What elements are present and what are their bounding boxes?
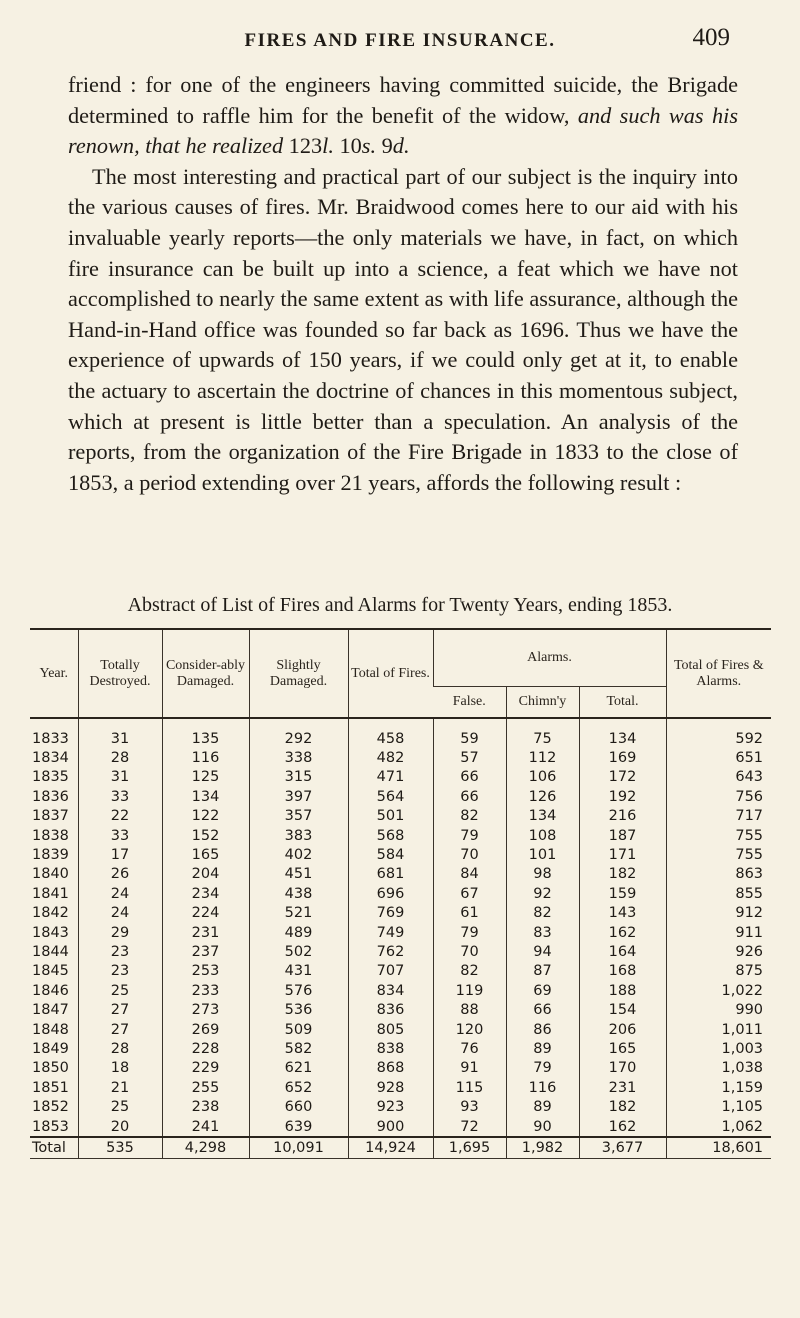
- table-cell: 70: [433, 845, 506, 864]
- table-cell: 1837: [32, 808, 69, 825]
- table-cell: 315: [249, 768, 348, 787]
- table-cell: 119: [433, 981, 506, 1000]
- table-cell: 91: [433, 1059, 506, 1078]
- fires-alarms-table: [30, 628, 771, 1159]
- table-cell: 61: [433, 904, 506, 923]
- table-cell: 911: [666, 923, 771, 942]
- table-row: [30, 807, 771, 826]
- table-cell: 93: [433, 1097, 506, 1116]
- table-cell: 28: [78, 1039, 162, 1058]
- table-cell: 900: [348, 1117, 433, 1137]
- table-cell: 1,011: [666, 1020, 771, 1039]
- table-cell: 94: [506, 942, 579, 961]
- header-chimney: Chimn'y: [506, 687, 579, 719]
- table-cell: 660: [249, 1097, 348, 1116]
- table-cell: 482: [348, 748, 433, 767]
- table-cell: 762: [348, 942, 433, 961]
- table-cell: 79: [506, 1059, 579, 1078]
- table-row: [30, 826, 771, 845]
- table-cell: 875: [666, 962, 771, 981]
- table-row: [30, 962, 771, 981]
- table-cell: 69: [506, 981, 579, 1000]
- table-cell: 82: [506, 904, 579, 923]
- table-cell: 229: [162, 1059, 249, 1078]
- header-total-fires: Total of Fires.: [348, 629, 433, 718]
- table-cell: 584: [348, 845, 433, 864]
- table-cell: 66: [433, 787, 506, 806]
- table-cell: 238: [162, 1097, 249, 1116]
- table-cell: 172: [579, 768, 666, 787]
- table-cell: 471: [348, 768, 433, 787]
- table-cell: 24: [78, 904, 162, 923]
- table-cell: 66: [506, 1000, 579, 1019]
- table-cell: 1843: [32, 924, 69, 941]
- table-cell: 17: [78, 845, 162, 864]
- table-cell: 165: [162, 845, 249, 864]
- table-cell: 536: [249, 1000, 348, 1019]
- table-cell: 206: [579, 1020, 666, 1039]
- totals-row: [30, 1137, 771, 1158]
- table-cell: 1851: [32, 1079, 69, 1096]
- table-cell: 755: [666, 845, 771, 864]
- table-cell: 88: [433, 1000, 506, 1019]
- amount-pence: 9: [376, 133, 393, 159]
- table-cell: 651: [666, 748, 771, 767]
- table-cell: 70: [433, 942, 506, 961]
- table-cell: 269: [162, 1020, 249, 1039]
- table-cell: 237: [162, 942, 249, 961]
- table-cell: 696: [348, 884, 433, 903]
- table-row: [30, 1039, 771, 1058]
- table-cell: 438: [249, 884, 348, 903]
- table-cell: 255: [162, 1078, 249, 1097]
- total-cell: 3,677: [579, 1137, 666, 1158]
- table-cell: 134: [162, 787, 249, 806]
- table-row: [30, 787, 771, 806]
- table-cell: 1,038: [666, 1059, 771, 1078]
- table-row: [30, 768, 771, 787]
- table-cell: 1845: [32, 963, 69, 980]
- paragraph-1: [68, 70, 738, 162]
- table-cell: 125: [162, 768, 249, 787]
- table-cell: 769: [348, 904, 433, 923]
- table-cell: 836: [348, 1000, 433, 1019]
- table-cell: 1838: [32, 827, 69, 844]
- table-cell: 27: [78, 1000, 162, 1019]
- table-cell: 576: [249, 981, 348, 1000]
- table-cell: 234: [162, 884, 249, 903]
- table-cell: 29: [78, 923, 162, 942]
- table-cell: 1842: [32, 905, 69, 922]
- table-row: [30, 1097, 771, 1116]
- table-cell: 717: [666, 807, 771, 826]
- table-cell: 273: [162, 1000, 249, 1019]
- header-alarms: Alarms.: [433, 629, 666, 687]
- table-cell: 28: [78, 748, 162, 767]
- table-cell: 1,022: [666, 981, 771, 1000]
- table-cell: 568: [348, 826, 433, 845]
- table-row: [30, 1059, 771, 1078]
- table-cell: 231: [579, 1078, 666, 1097]
- table-row: [30, 923, 771, 942]
- table-cell: 59: [433, 718, 506, 748]
- table-cell: 33: [78, 787, 162, 806]
- table-cell: 1853: [32, 1118, 69, 1135]
- table-cell: 21: [78, 1078, 162, 1097]
- table-cell: 592: [666, 718, 771, 748]
- table-cell: 231: [162, 923, 249, 942]
- table-row: [30, 981, 771, 1000]
- table-cell: 188: [579, 981, 666, 1000]
- unit-shillings: s.: [361, 133, 377, 159]
- header-totally-destroyed: Totally Destroyed.: [78, 629, 162, 718]
- table-cell: 1846: [32, 982, 69, 999]
- table-cell: 25: [78, 1097, 162, 1116]
- table-cell: 402: [249, 845, 348, 864]
- table-cell: 1835: [32, 769, 69, 786]
- table-cell: 120: [433, 1020, 506, 1039]
- paragraph-2: The most interesting and practical part of our subject is the inquiry into the various causes of fires. Mr. Braidwood comes here to our aid with his invaluable yearly reports—the only materials we have, in fact, on which fire insurance can be built up into a science, a feat which we have not accomplished to nearly the same extent as with life assurance, although the Hand-in-Hand office was founded so far back as 1696. Thus we have the experience of upwards of 150 years, if we could only get at it, to enable the actuary to ascertain the doctrine of chances in this momentous subject, which at present is little better than a speculation. An analysis of the reports, from the organization of the Fire Brigade in 1833 to the close of 1853, a period extending over 21 years, affords the following result :: [68, 163, 738, 495]
- running-head: [0, 22, 800, 62]
- table-cell: 87: [506, 962, 579, 981]
- table-cell: 116: [162, 748, 249, 767]
- paragraph-1-text: friend : for one of the engineers having committed suicide, the Brigade determined to raffle him for the benefit of the widow,: [68, 72, 738, 128]
- table-cell: 66: [433, 768, 506, 787]
- table-cell: 112: [506, 748, 579, 767]
- table-cell: 108: [506, 826, 579, 845]
- table-cell: 135: [162, 718, 249, 748]
- table-cell: 216: [579, 807, 666, 826]
- table-cell: 501: [348, 807, 433, 826]
- table-cell: 89: [506, 1039, 579, 1058]
- table-cell: 451: [249, 865, 348, 884]
- table-cell: 72: [433, 1117, 506, 1137]
- table-cell: 90: [506, 1117, 579, 1137]
- table-cell: 990: [666, 1000, 771, 1019]
- table-cell: 228: [162, 1039, 249, 1058]
- table-cell: 643: [666, 768, 771, 787]
- table-cell: 253: [162, 962, 249, 981]
- table-cell: 24: [78, 884, 162, 903]
- table-cell: 1841: [32, 885, 69, 902]
- table-cell: 204: [162, 865, 249, 884]
- header-slightly-damaged: Slightly Damaged.: [249, 629, 348, 718]
- table-row: [30, 884, 771, 903]
- total-cell: 10,091: [249, 1137, 348, 1158]
- header-false: False.: [433, 687, 506, 719]
- table-cell: 1836: [32, 788, 69, 805]
- table-cell: 101: [506, 845, 579, 864]
- table-cell: 171: [579, 845, 666, 864]
- table-cell: 868: [348, 1059, 433, 1078]
- table-cell: 86: [506, 1020, 579, 1039]
- table-row: [30, 865, 771, 884]
- table-row: [30, 942, 771, 961]
- total-cell: 14,924: [348, 1137, 433, 1158]
- total-cell: 4,298: [162, 1137, 249, 1158]
- table-cell: 20: [78, 1117, 162, 1137]
- paragraph-1-italic: and such was his renown, that he realized: [68, 102, 738, 159]
- table-cell: 1839: [32, 847, 69, 864]
- header-year: Year.: [30, 629, 78, 718]
- table-cell: 564: [348, 787, 433, 806]
- table-cell: 1850: [32, 1060, 69, 1077]
- table-cell: 154: [579, 1000, 666, 1019]
- amount-pounds: 123: [283, 133, 323, 159]
- table-row: [30, 904, 771, 923]
- table-cell: 192: [579, 787, 666, 806]
- table-cell: 98: [506, 865, 579, 884]
- table-cell: 397: [249, 787, 348, 806]
- table-cell: 33: [78, 826, 162, 845]
- table-cell: 57: [433, 748, 506, 767]
- table-cell: 134: [579, 718, 666, 748]
- table-cell: 458: [348, 718, 433, 748]
- table-cell: 152: [162, 826, 249, 845]
- table-cell: 159: [579, 884, 666, 903]
- page-number: 409: [692, 24, 730, 51]
- running-title: FIRES AND FIRE INSURANCE.: [244, 30, 556, 51]
- table-cell: 106: [506, 768, 579, 787]
- table-cell: 224: [162, 904, 249, 923]
- table-cell: 926: [666, 942, 771, 961]
- table-cell: 67: [433, 884, 506, 903]
- table-cell: 122: [162, 807, 249, 826]
- table-cell: 521: [249, 904, 348, 923]
- table-cell: 162: [579, 923, 666, 942]
- body-text: [68, 70, 738, 498]
- table-cell: 164: [579, 942, 666, 961]
- table-cell: 92: [506, 884, 579, 903]
- table-cell: 82: [433, 962, 506, 981]
- table-cell: 756: [666, 787, 771, 806]
- table-cell: 79: [433, 826, 506, 845]
- table-row: [30, 718, 771, 748]
- total-cell: 1,695: [433, 1137, 506, 1158]
- table-cell: 755: [666, 826, 771, 845]
- table-cell: 855: [666, 884, 771, 903]
- table-cell: 1847: [32, 1002, 69, 1019]
- table-cell: 170: [579, 1059, 666, 1078]
- table-cell: 1,062: [666, 1117, 771, 1137]
- table-row: [30, 1020, 771, 1039]
- table-cell: 749: [348, 923, 433, 942]
- table-cell: 187: [579, 826, 666, 845]
- table-cell: 22: [78, 807, 162, 826]
- table-cell: 79: [433, 923, 506, 942]
- table-cell: 509: [249, 1020, 348, 1039]
- table-cell: 165: [579, 1039, 666, 1058]
- table-cell: 23: [78, 942, 162, 961]
- table-cell: 143: [579, 904, 666, 923]
- table-cell: 84: [433, 865, 506, 884]
- table-cell: 75: [506, 718, 579, 748]
- table-cell: 1840: [32, 866, 69, 883]
- table-cell: 1,105: [666, 1097, 771, 1116]
- table-cell: 182: [579, 1097, 666, 1116]
- table-cell: 292: [249, 718, 348, 748]
- table-cell: 652: [249, 1078, 348, 1097]
- table-cell: 1844: [32, 943, 69, 960]
- table-cell: 241: [162, 1117, 249, 1137]
- table-cell: 707: [348, 962, 433, 981]
- table-cell: 26: [78, 865, 162, 884]
- table-cell: 23: [78, 962, 162, 981]
- table-cell: 639: [249, 1117, 348, 1137]
- table-cell: 1852: [32, 1099, 69, 1116]
- header-considerably-damaged: Consider-ably Damaged.: [162, 629, 249, 718]
- table-cell: 1833: [32, 730, 69, 747]
- table-row: [30, 1078, 771, 1097]
- table-cell: 621: [249, 1059, 348, 1078]
- table-cell: 338: [249, 748, 348, 767]
- table-cell: 834: [348, 981, 433, 1000]
- table-cell: 928: [348, 1078, 433, 1097]
- table-cell: 31: [78, 718, 162, 748]
- table-caption: Abstract of List of Fires and Alarms for Twenty Years, ending 1853.: [127, 594, 673, 616]
- table-cell: 431: [249, 962, 348, 981]
- table-cell: 82: [433, 807, 506, 826]
- table-cell: 502: [249, 942, 348, 961]
- table-cell: 1,159: [666, 1078, 771, 1097]
- table-cell: 168: [579, 962, 666, 981]
- table-cell: 383: [249, 826, 348, 845]
- table-cell: 838: [348, 1039, 433, 1058]
- table-cell: 233: [162, 981, 249, 1000]
- table-row: [30, 845, 771, 864]
- table-cell: 357: [249, 807, 348, 826]
- table-cell: 1834: [32, 750, 69, 767]
- amount-shillings: 10: [333, 133, 362, 159]
- total-cell: 18,601: [666, 1137, 771, 1158]
- table-body: [30, 718, 771, 1137]
- table-cell: 134: [506, 807, 579, 826]
- table-cell: 1849: [32, 1040, 69, 1057]
- table-cell: 489: [249, 923, 348, 942]
- table-row: [30, 1117, 771, 1137]
- table-cell: 169: [579, 748, 666, 767]
- table-cell: 27: [78, 1020, 162, 1039]
- table-cell: 912: [666, 904, 771, 923]
- table-cell: 923: [348, 1097, 433, 1116]
- table-cell: 582: [249, 1039, 348, 1058]
- table-cell: 89: [506, 1097, 579, 1116]
- header-total-fires-alarms: Total of Fires & Alarms.: [666, 629, 771, 718]
- table-cell: 863: [666, 865, 771, 884]
- table-cell: 25: [78, 981, 162, 1000]
- header-alarms-total: Total.: [579, 687, 666, 719]
- unit-pounds: l.: [322, 133, 334, 159]
- table-cell: 18: [78, 1059, 162, 1078]
- table-cell: 76: [433, 1039, 506, 1058]
- table-cell: 83: [506, 923, 579, 942]
- table-cell: 116: [506, 1078, 579, 1097]
- table-cell: 162: [579, 1117, 666, 1137]
- table-cell: 681: [348, 865, 433, 884]
- table-cell: 805: [348, 1020, 433, 1039]
- table-cell: 126: [506, 787, 579, 806]
- table-row: [30, 1000, 771, 1019]
- table-cell: 31: [78, 768, 162, 787]
- table-row: [30, 748, 771, 767]
- table-cell: 1,003: [666, 1039, 771, 1058]
- total-cell: 535: [78, 1137, 162, 1158]
- total-cell: Total: [30, 1137, 78, 1158]
- table-cell: 115: [433, 1078, 506, 1097]
- unit-pence: d.: [392, 133, 410, 159]
- table-cell: 1848: [32, 1021, 69, 1038]
- table-cell: 182: [579, 865, 666, 884]
- total-cell: 1,982: [506, 1137, 579, 1158]
